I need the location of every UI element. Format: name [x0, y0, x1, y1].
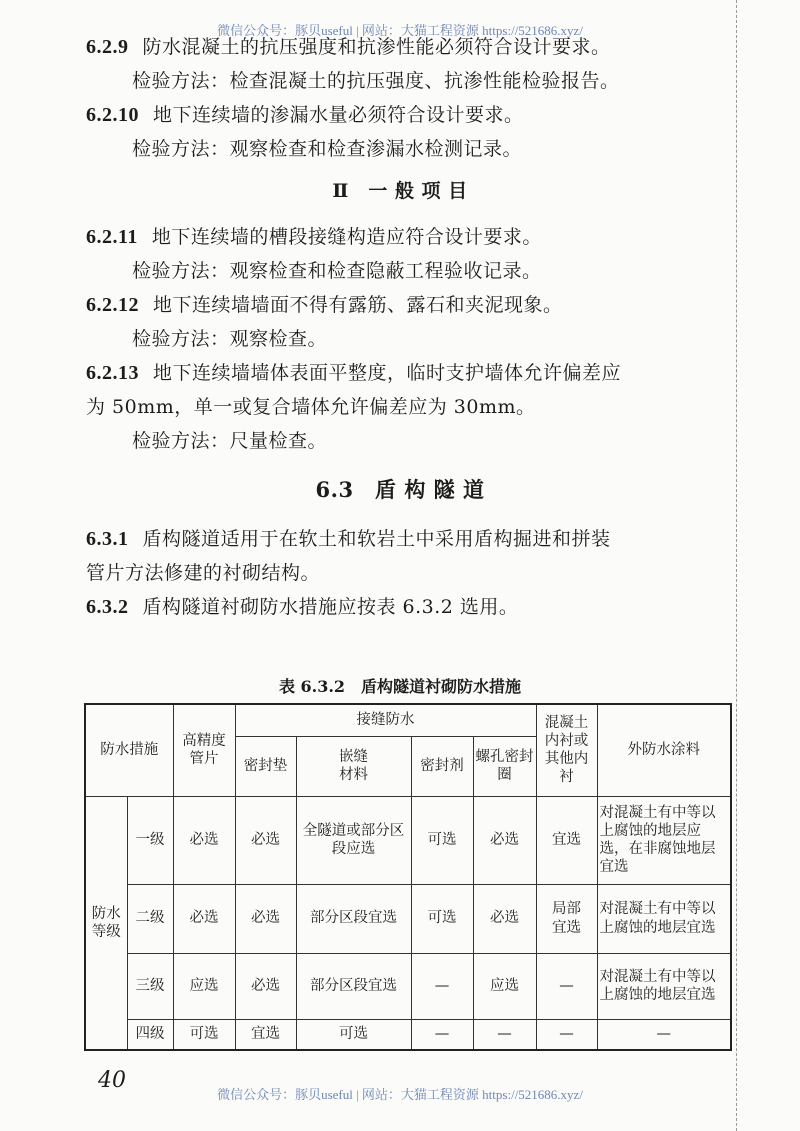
header-measure: 防水措施 — [85, 704, 173, 796]
page-number: 40 — [98, 1068, 126, 1093]
inspection-method: 检验方法：检查混凝土的抗压强度、抗渗性能检验报告。 — [132, 70, 620, 92]
grade-label: 防水等级 — [85, 796, 127, 1050]
cell: 局部宜选 — [536, 884, 597, 953]
section-heading-general: Ⅱ 一 般 项 目 — [332, 180, 468, 202]
cell: 可选 — [411, 884, 473, 953]
cell: 必选 — [173, 796, 235, 884]
cell: — — [597, 1019, 731, 1050]
cell: 应选 — [473, 953, 536, 1019]
cell: 部分区段宜选 — [296, 884, 411, 953]
cell: 全隧道或部分区段应选 — [296, 796, 411, 884]
cell: 应选 — [173, 953, 235, 1019]
waterproofing-table — [84, 703, 732, 1051]
table-caption: 表 6.3.2 盾构隧道衬砌防水措施 — [278, 677, 522, 696]
cell: 必选 — [173, 884, 235, 953]
header-sealant: 密封剂 — [411, 736, 473, 796]
cell: 可选 — [296, 1019, 411, 1050]
clause-6-2-13-cont: 为 50mm，单一或复合墙体允许偏差应为 30mm。 — [86, 396, 536, 418]
cell: 对混凝土有中等以上腐蚀的地层宜选 — [597, 953, 731, 1019]
cell: 宜选 — [235, 1019, 296, 1050]
cell: 四级 — [127, 1019, 173, 1050]
clause-6-2-13: 6.2.13 地下连续墙墙体表面平整度，临时支护墙体允许偏差应 — [86, 362, 622, 384]
scan-edge — [736, 0, 738, 1131]
cell: — — [536, 1019, 597, 1050]
clause-6-3-1: 6.3.1 盾构隧道适用于在软土和软岩土中采用盾构掘进和拼装 — [86, 528, 611, 550]
clause-6-3-2: 6.3.2 盾构隧道衬砌防水措施应按表 6.3.2 选用。 — [86, 596, 519, 618]
cell: — — [411, 1019, 473, 1050]
table-row — [85, 884, 731, 953]
cell: 一级 — [127, 796, 173, 884]
inspection-method: 检验方法：尺量检查。 — [132, 430, 328, 452]
cell: 必选 — [235, 953, 296, 1019]
cell: 必选 — [473, 796, 536, 884]
header-joint: 接缝防水 — [235, 704, 536, 736]
inspection-method: 检验方法：观察检查。 — [132, 328, 328, 350]
clause-6-2-9: 6.2.9 防水混凝土的抗压强度和抗渗性能必须符合设计要求。 — [86, 36, 611, 58]
clause-6-2-12: 6.2.12 地下连续墙墙面不得有露筋、露石和夹泥现象。 — [86, 294, 563, 316]
cell: 可选 — [411, 796, 473, 884]
section-heading-6-3: 6.3 盾 构 隧 道 — [315, 477, 485, 502]
cell: — — [411, 953, 473, 1019]
header-gasket: 密封垫 — [235, 736, 296, 796]
cell: 必选 — [473, 884, 536, 953]
header-segment: 高精度管片 — [173, 704, 235, 796]
table-row — [85, 1019, 731, 1050]
cell: 宜选 — [536, 796, 597, 884]
inspection-method: 检验方法：观察检查和检查渗漏水检测记录。 — [132, 138, 523, 160]
cell: 部分区段宜选 — [296, 953, 411, 1019]
clause-6-3-1-cont: 管片方法修建的衬砌结构。 — [86, 562, 321, 584]
cell: 对混凝土有中等以上腐蚀的地层宜选 — [597, 884, 731, 953]
header-bolt-seal: 螺孔密封圈 — [473, 736, 536, 796]
header-caulk: 嵌缝材料 — [296, 736, 411, 796]
cell: 对混凝土有中等以上腐蚀的地层应选，在非腐蚀地层宜选 — [597, 796, 731, 884]
cell: 必选 — [235, 884, 296, 953]
watermark-top: 微信公众号：豚贝useful | 网站：大猫工程资源 https://521686.xyz/ — [217, 23, 583, 38]
cell: 三级 — [127, 953, 173, 1019]
cell: 可选 — [173, 1019, 235, 1050]
cell: 二级 — [127, 884, 173, 953]
cell: — — [473, 1019, 536, 1050]
header-lining: 混凝土内衬或其他内衬 — [536, 704, 597, 796]
header-coating: 外防水涂料 — [597, 704, 731, 796]
clause-6-2-10: 6.2.10 地下连续墙的渗漏水量必须符合设计要求。 — [86, 104, 524, 126]
cell: — — [536, 953, 597, 1019]
cell: 必选 — [235, 796, 296, 884]
table-row — [85, 796, 731, 884]
inspection-method: 检验方法：观察检查和检查隐蔽工程验收记录。 — [132, 260, 542, 282]
table-row — [85, 953, 731, 1019]
clause-6-2-11: 6.2.11 地下连续墙的槽段接缝构造应符合设计要求。 — [86, 226, 542, 248]
watermark-bottom: 微信公众号：豚贝useful | 网站：大猫工程资源 https://521686.xyz/ — [217, 1087, 583, 1102]
